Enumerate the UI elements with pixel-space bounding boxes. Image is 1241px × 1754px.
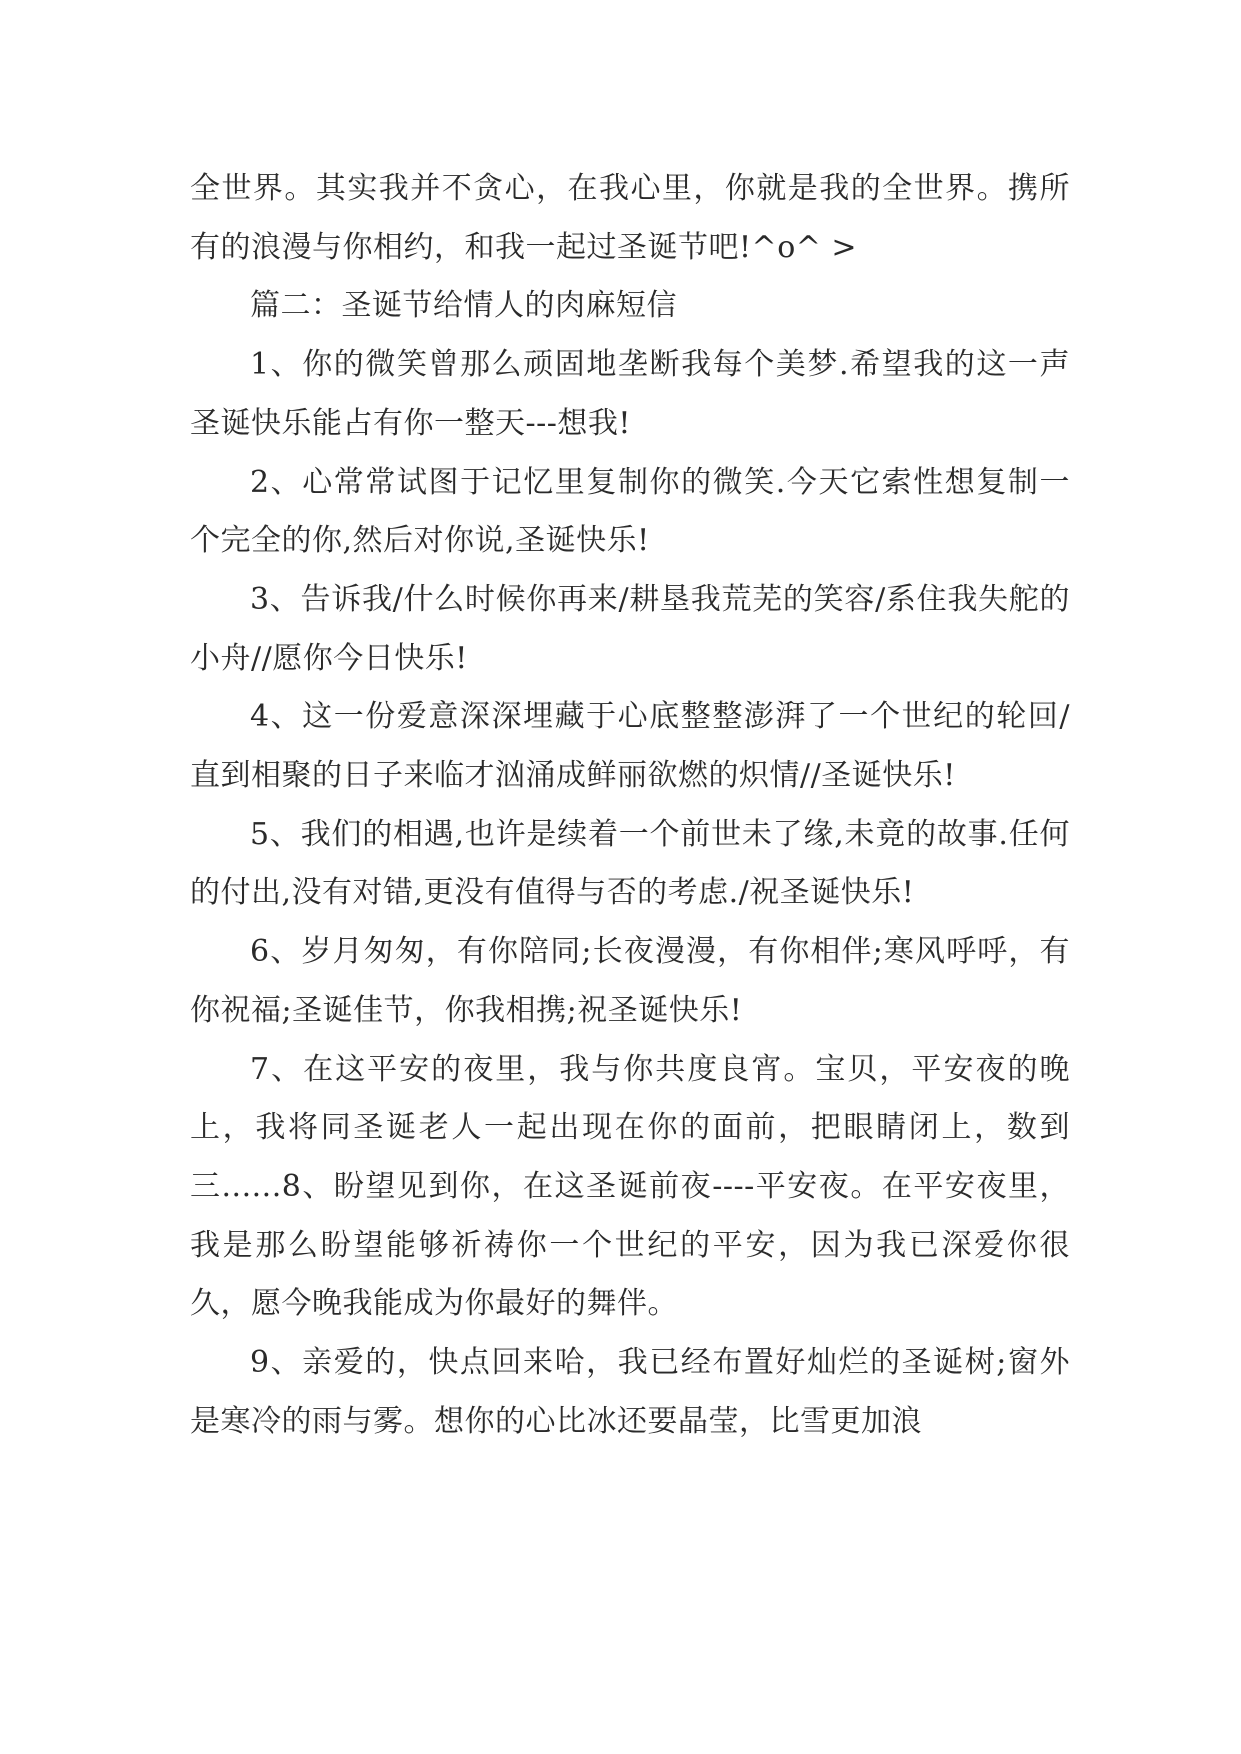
paragraph-item-2: 2、心常常试图于记忆里复制你的微笑.今天它索性想复制一个完全的你,然后对你说,圣诞快乐!	[190, 464, 1070, 559]
paragraph-item-4: 4、这一份爱意深深埋藏于心底整整澎湃了一个世纪的轮回/直到相聚的日子来临才汹涌成鲜丽欲燃的炽情//圣诞快乐!	[190, 699, 1070, 794]
paragraph-item-9: 9、亲爱的，快点回来哈，我已经布置好灿烂的圣诞树;窗外是寒冷的雨与雾。想你的心比冰还要晶莹，比雪更加浪	[190, 1345, 1070, 1439]
paragraph-item-5: 5、我们的相遇,也许是续着一个前世未了缘,未竟的故事.任何的付出,没有对错,更没有值得与否的考虑./祝圣诞快乐!	[190, 816, 1070, 911]
section-heading: 篇二：圣诞节给情人的肉麻短信	[250, 288, 677, 324]
document-body	[190, 160, 1070, 1451]
paragraph-item-3: 3、告诉我/什么时候你再来/耕垦我荒芜的笑容/系住我失舵的小舟//愿你今日快乐!	[190, 581, 1070, 676]
paragraph-item-6: 6、岁月匆匆，有你陪同;长夜漫漫，有你相伴;寒风呼呼，有你祝福;圣诞佳节，你我相携;祝圣诞快乐!	[190, 934, 1070, 1028]
paragraph-item-7-8: 7、在这平安的夜里，我与你共度良宵。宝贝，平安夜的晚上，我将同圣诞老人一起出现在你的面前，把眼睛闭上，数到三......8、盼望见到你，在这圣诞前夜----平安夜。在平安夜里，我是那么盼望能够祈祷你一个世纪的平安，因为我已深爱你很久，愿今晚我能成为你最好的舞伴。	[190, 1051, 1070, 1322]
paragraph-continuation: 全世界。其实我并不贪心，在我心里，你就是我的全世界。携所有的浪漫与你相约，和我一起过圣诞节吧!^o^ >	[190, 171, 1070, 265]
paragraph-item-1: 1、你的微笑曾那么顽固地垄断我每个美梦.希望我的这一声圣诞快乐能占有你一整天---想我!	[190, 347, 1070, 441]
